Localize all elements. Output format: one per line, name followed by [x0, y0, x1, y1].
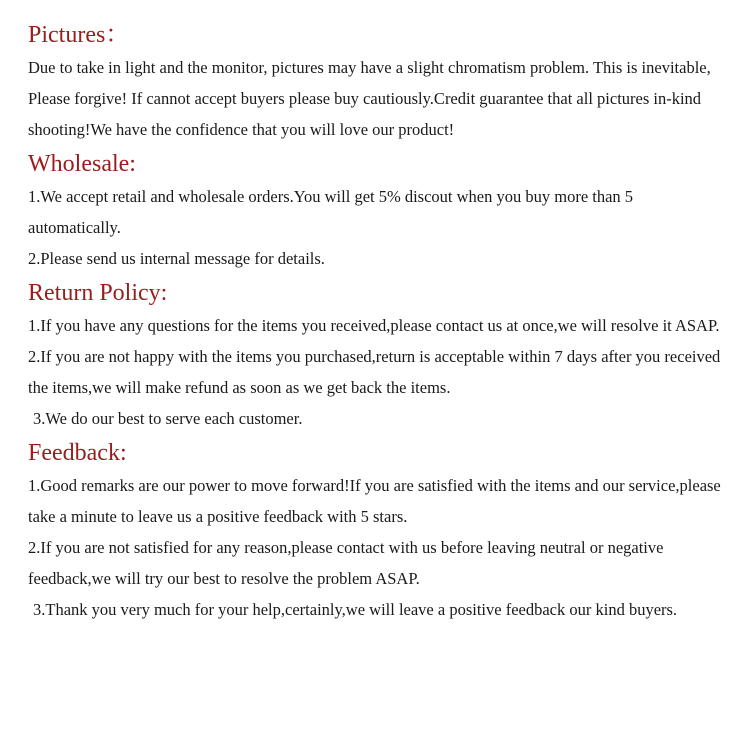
feedback-item-3: 3.Thank you very much for your help,certainly,we will leave a positive feedback our kind buyers.: [33, 600, 678, 619]
return-policy-item-2: 2.If you are not happy with the items you purchased,return is acceptable within 7 days after you received the items,we will make refund as soon as we get back the items.: [28, 347, 721, 397]
pictures-text: Due to take in light and the monitor, pictures may have a slight chromatism problem. This is inevitable, Please forgive! If cannot accept buyers please buy cautiously.Credit guarantee that all pictures in-kind shooting!We have the confidence that you will love our product!: [28, 58, 711, 139]
feedback-section: [28, 436, 728, 625]
feedback-item-1: 1.Good remarks are our power to move forward!If you are satisfied with the items and our service,please take a minute to leave us a positive feedback with 5 stars.: [28, 476, 721, 526]
pictures-heading: Pictures：: [28, 22, 130, 48]
feedback-heading: Feedback:: [28, 440, 127, 466]
wholesale-heading: Wholesale:: [28, 151, 136, 177]
wholesale-item-2: 2.Please send us internal message for details.: [28, 249, 325, 268]
policy-document: [28, 18, 728, 625]
wholesale-section: [28, 147, 728, 274]
return-policy-section: [28, 276, 728, 434]
pictures-section: [28, 18, 728, 145]
wholesale-item-1: 1.We accept retail and wholesale orders.You will get 5% discout when you buy more than 5 automatically.: [28, 187, 634, 237]
return-policy-heading: Return Policy:: [28, 280, 168, 306]
return-policy-item-1: 1.If you have any questions for the items you received,please contact us at once,we will resolve it ASAP.: [28, 316, 720, 335]
return-policy-item-3: 3.We do our best to serve each customer.: [33, 409, 303, 428]
feedback-item-2: 2.If you are not satisfied for any reason,please contact with us before leaving neutral or negative feedback,we will try our best to resolve the problem ASAP.: [28, 538, 664, 588]
